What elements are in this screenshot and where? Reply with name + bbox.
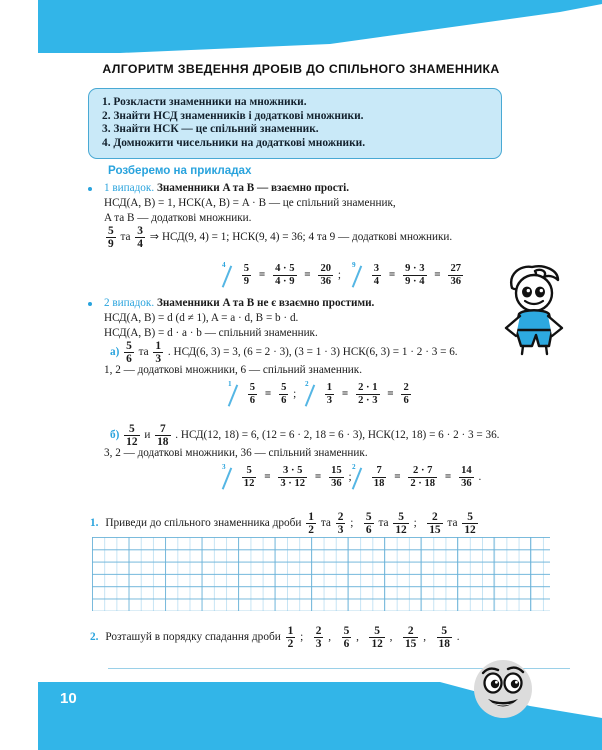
case1-equation-2: 9 $\frac{3}{4}$ = $\frac{9 \cdot 3}{9 \cdot 4}$ = $\frac{27}{36}$ <box>352 260 462 287</box>
case2b-equation-1: 3 $\frac{5}{12}$ = $\frac{3 \cdot 5}{3 \cdot 12}$ = $\frac{15}{36}$ ; <box>222 462 352 489</box>
case2b-equation-2: 2 $\frac{7}{18}$ = $\frac{2 \cdot 7}{2 \cdot 18}$ = $\frac{14}{36}$ . <box>352 462 482 489</box>
fraction: $\frac{5}{9}$ <box>108 224 114 250</box>
fraction: $\frac{4 \cdot 5}{4 \cdot 9}$ <box>275 262 295 287</box>
multiplier-slash-icon: 2 <box>305 384 320 406</box>
exercise-2 <box>90 626 460 649</box>
fraction: $\frac{2}{15}$ <box>429 510 441 536</box>
fraction: $\frac{7}{18}$ <box>373 464 385 489</box>
fraction: $\frac{5}{6}$ <box>281 381 287 406</box>
case2a-note: 1, 2 — додаткові множники, 6 — спільний знаменник. <box>104 364 363 376</box>
case1-line3: A та B — додаткові множники. <box>104 212 252 224</box>
section-heading-examples: Розберемо на прикладах <box>108 164 252 177</box>
fraction: $\frac{1}{2}$ <box>287 624 294 650</box>
bullet-marker-case2 <box>88 302 92 306</box>
fraction: $\frac{1}{3}$ <box>155 339 162 365</box>
exercise-1 <box>90 512 480 535</box>
fraction: $\frac{2}{15}$ <box>404 624 417 650</box>
equation-tail: ; <box>337 269 341 282</box>
cartoon-boy-illustration <box>492 262 578 356</box>
case2b-tail: . НСД(12, 18) = 6, (12 = 6 · 2, 18 = 6 · 3), НСК(12, 18) = 6 · 2 · 3 = 36. <box>175 429 500 442</box>
fraction-separator: ; <box>350 517 354 530</box>
page-number: 10 <box>60 690 77 707</box>
multiplier-slash-icon: 3 <box>222 467 237 489</box>
smiley-face-icon <box>470 656 536 722</box>
exercise-text: Розташуй в порядку спадання дроби <box>105 631 281 644</box>
fraction: $\frac{7}{18}$ <box>157 422 169 448</box>
case2a-join: та <box>138 346 149 359</box>
fraction: $\frac{5}{12}$ <box>395 510 407 536</box>
fraction-separator: ; <box>300 631 304 644</box>
case2-line1-text: Знаменники A та B не є взаємно простими. <box>156 297 375 309</box>
case1-line4-tail: ⇒ НСД(9, 4) = 1; НСК(9, 4) = 36; 4 та 9 — додаткові множники. <box>149 231 453 244</box>
fraction: $\frac{1}{2}$ <box>308 510 314 536</box>
fraction: $\frac{5}{12}$ <box>464 510 476 536</box>
fraction-separator: , <box>389 631 393 644</box>
answer-grid-area[interactable] <box>92 537 550 611</box>
bullet-marker-case1 <box>88 187 92 191</box>
case2b-marker: б) <box>110 429 120 442</box>
fraction: $\frac{2}{6}$ <box>403 381 409 406</box>
case2-line3: НСД(A, B) = d · a · b — спільний знаменник. <box>104 327 318 339</box>
fraction: $\frac{5}{6}$ <box>343 624 350 650</box>
fraction-join: та <box>320 517 331 530</box>
algorithm-step: 1. Розкласти знаменники на множники. <box>102 96 307 108</box>
exercise-number: 2. <box>90 631 99 644</box>
case1-line4-join: та <box>120 231 131 244</box>
algorithm-step: 2. Знайти НСД знаменників і додаткові множники. <box>102 109 364 122</box>
case2-line2: НСД(A, B) = d (d ≠ 1), A = a · d, B = b · d. <box>104 312 299 324</box>
case1-label: 1 випадок. <box>104 182 155 194</box>
case1-line4 <box>104 226 452 249</box>
fraction: $\frac{5}{9}$ <box>243 262 250 287</box>
fraction: $\frac{5}{6}$ <box>126 339 132 365</box>
multiplier-slash-icon: 9 <box>352 265 367 287</box>
fraction-join: та <box>378 517 389 530</box>
case1-line1 <box>104 181 349 195</box>
fraction-separator: , <box>328 631 332 644</box>
multiplier-slash-icon: 2 <box>352 467 367 489</box>
case2-label: 2 випадок. <box>104 297 155 309</box>
case2a-marker: а) <box>110 346 120 359</box>
case2a-equation-1: 1 $\frac{5}{6}$ = $\frac{5}{6}$ ; <box>228 379 297 406</box>
case2b-join: и <box>144 429 151 442</box>
fraction: $\frac{2 \cdot 7}{2 \cdot 18}$ <box>410 464 436 489</box>
case1-equation-1: 4 $\frac{5}{9}$ = $\frac{4 \cdot 5}{4 \cdot 9}$ = $\frac{20}{36}$ ; <box>222 260 341 287</box>
fraction: $\frac{5}{6}$ <box>249 381 256 406</box>
fraction: $\frac{15}{36}$ <box>331 464 342 489</box>
fraction-separator: , <box>356 631 359 644</box>
exercise-text: Приведи до спільного знаменника дроби <box>105 517 302 530</box>
case2b-line <box>110 424 499 447</box>
algorithm-box <box>88 88 502 159</box>
fraction: $\frac{3}{4}$ <box>373 262 380 287</box>
fraction: $\frac{9 \cdot 3}{9 \cdot 4}$ <box>405 262 425 287</box>
case1-line1-text: Знаменники A та B — взаємно прості. <box>156 182 350 194</box>
fraction: $\frac{5}{12}$ <box>371 624 383 650</box>
fraction-separator: . <box>456 631 460 644</box>
fraction: $\frac{5}{6}$ <box>365 510 372 536</box>
fraction: $\frac{3 \cdot 5}{3 \cdot 12}$ <box>280 464 306 489</box>
fraction: $\frac{5}{18}$ <box>438 624 450 650</box>
equation-tail: . <box>478 471 482 484</box>
equation-tail: ; <box>348 471 352 484</box>
fraction: $\frac{27}{36}$ <box>450 262 462 287</box>
fraction: $\frac{3}{4}$ <box>137 224 143 250</box>
fraction-separator: , <box>423 631 427 644</box>
multiplier-slash-icon: 4 <box>222 265 237 287</box>
case2a-tail: . НСД(6, 3) = 3, (6 = 2 · 3), (3 = 1 · 3) НСК(6, 3) = 1 · 2 · 3 = 6. <box>167 346 458 359</box>
fraction-separator: ; <box>413 517 417 530</box>
fraction: $\frac{14}{36}$ <box>461 464 472 489</box>
fraction: $\frac{2}{3}$ <box>315 624 322 650</box>
case1-line2: НСД(A, B) = 1, НСК(A, B) = A · B — це спільний знаменник, <box>104 197 396 209</box>
algorithm-step: 4. Домножити чисельники на додаткові множники. <box>102 136 366 149</box>
fraction: $\frac{5}{12}$ <box>126 422 138 448</box>
fraction-join: та <box>447 517 458 530</box>
fraction: $\frac{2}{3}$ <box>337 510 344 536</box>
fraction: $\frac{5}{12}$ <box>243 464 255 489</box>
page-title: АЛГОРИТМ ЗВЕДЕННЯ ДРОБІВ ДО СПІЛЬНОГО ЗНАМЕННИКА <box>102 62 500 76</box>
fraction: $\frac{20}{36}$ <box>320 262 332 287</box>
exercise-number: 1. <box>90 517 99 530</box>
algorithm-step: 3. Знайти НСК — це спільний знаменник. <box>102 123 319 136</box>
fraction: $\frac{1}{3}$ <box>326 381 333 406</box>
case2-line1 <box>104 296 374 310</box>
multiplier-slash-icon: 1 <box>228 384 243 406</box>
equation-tail: ; <box>293 388 297 401</box>
top-blue-banner-shape <box>0 0 602 60</box>
case2b-note: 3, 2 — додаткові множники, 36 — спільний знаменник. <box>104 447 368 459</box>
fraction: $\frac{2 \cdot 1}{2 \cdot 3}$ <box>358 381 378 406</box>
case2a-line <box>110 341 458 364</box>
case2a-equation-2: 2 $\frac{1}{3}$ = $\frac{2 \cdot 1}{2 \cdot 3}$ = $\frac{2}{6}$ <box>305 379 409 406</box>
